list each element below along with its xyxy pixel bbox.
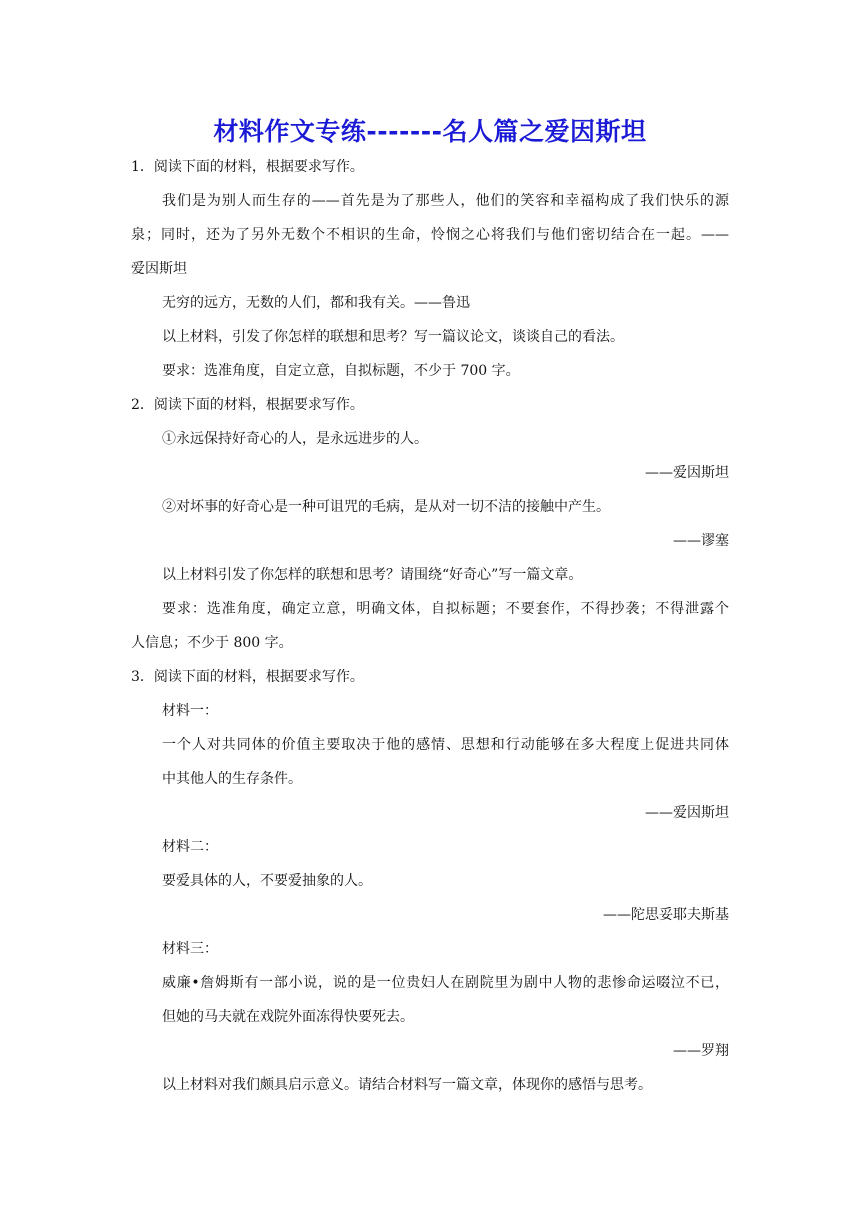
q3-material-2: 要爱具体的人，不要爱抽象的人。 <box>162 873 372 889</box>
q3-author-3: ——罗翔 <box>673 1043 729 1059</box>
q2-material-2: ②对坏事的好奇心是一种可诅咒的毛病，是从对一切不洁的接触中产生。 <box>162 499 610 515</box>
q3-material-3-cont: 但她的马夫就在戏院外面冻得快要死去。 <box>162 1009 414 1025</box>
q2-requirement: 要求：选准角度，确定立意，明确文体，自拟标题；不要套作，不得抄袭；不得泄露个 <box>162 601 729 617</box>
q3-material-3: 威廉•詹姆斯有一部小说，说的是一位贵妇人在剧院里为剧中人物的悲惨命运啜泣不已， <box>162 975 729 991</box>
q3-intro: 3．阅读下面的材料，根据要求写作。 <box>131 669 364 685</box>
q1-material-line: 我们是为别人而生存的——首先是为了那些人，他们的笑容和幸福构成了我们快乐的源 <box>162 193 729 209</box>
q2-prompt: 以上材料引发了你怎样的联想和思考？请围绕“好奇心”写一篇文章。 <box>162 567 583 583</box>
q2-material-1: ①永远保持好奇心的人，是永远进步的人。 <box>162 431 428 447</box>
q3-heading-1: 材料一： <box>162 703 218 719</box>
q1-requirement: 要求：选准角度，自定立意，自拟标题，不少于 700 字。 <box>162 363 520 379</box>
q3-material-1: 一个人对共同体的价值主要取决于他的感情、思想和行动能够在多大程度上促进共同体 <box>162 737 729 753</box>
q1-material-author: 爱因斯坦 <box>131 261 187 277</box>
q3-prompt: 以上材料对我们颇具启示意义。请结合材料写一篇文章，体现你的感悟与思考。 <box>162 1077 652 1093</box>
q3-author-1: ——爱因斯坦 <box>645 805 729 821</box>
q1-material-line: 泉；同时，还为了另外无数个不相识的生命，怜悯之心将我们与他们密切结合在一起。—— <box>131 227 729 243</box>
q2-intro: 2．阅读下面的材料，根据要求写作。 <box>131 397 364 413</box>
q3-heading-3: 材料三： <box>162 941 218 957</box>
document-title: 材料作文专练-------名人篇之爱因斯坦 <box>213 117 647 146</box>
q3-author-2: ——陀思妥耶夫斯基 <box>603 907 729 923</box>
q1-prompt: 以上材料，引发了你怎样的联想和思考？写一篇议论文，谈谈自己的看法。 <box>162 329 624 345</box>
q3-material-1-cont: 中其他人的生存条件。 <box>162 771 302 787</box>
q2-author-2: ——谬塞 <box>673 533 729 549</box>
q2-requirement-cont: 人信息；不少于 800 字。 <box>131 635 293 651</box>
q2-author-1: ——爱因斯坦 <box>645 465 729 481</box>
q1-quote-luxun: 无穷的远方，无数的人们，都和我有关。——鲁迅 <box>162 295 470 311</box>
q3-heading-2: 材料二： <box>162 839 218 855</box>
q1-intro: 1．阅读下面的材料，根据要求写作。 <box>131 159 364 175</box>
